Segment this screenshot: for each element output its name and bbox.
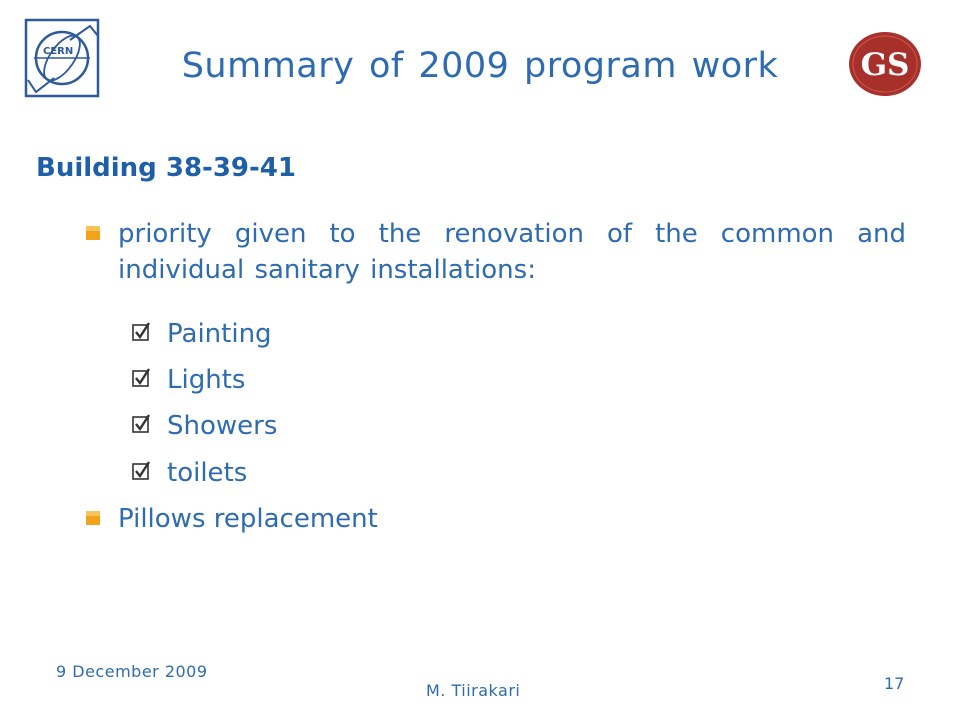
footer-date: 9 December 2009 xyxy=(56,662,208,681)
gs-logo xyxy=(846,28,924,100)
footer-author: M. Tiirakari xyxy=(426,681,521,700)
checkbox-checked-icon xyxy=(132,368,152,388)
cern-logo-text: CERN xyxy=(43,46,74,57)
checklist-item xyxy=(132,316,272,352)
checklist-label: Showers xyxy=(167,411,278,441)
checklist-label: Lights xyxy=(167,365,246,395)
section-heading: Building 38-39-41 xyxy=(36,153,296,183)
checklist-label: Painting xyxy=(167,319,272,349)
bullet-text: Pillows replacement xyxy=(118,504,378,534)
square-bullet-icon xyxy=(86,511,100,525)
checkbox-checked-icon xyxy=(132,414,152,434)
square-bullet-icon xyxy=(86,226,100,240)
checklist-label: toilets xyxy=(167,458,248,488)
bullet-item xyxy=(86,216,906,288)
checklist-item xyxy=(132,362,245,398)
slide-title: Summary of 2009 program work xyxy=(181,46,779,86)
checkbox-checked-icon xyxy=(132,461,152,481)
checklist-item xyxy=(132,455,247,491)
page-number: 17 xyxy=(884,674,905,693)
gs-logo-text: GS xyxy=(860,47,910,83)
checklist-item xyxy=(132,408,277,444)
bullet-item xyxy=(86,501,906,537)
checkbox-checked-icon xyxy=(132,322,152,342)
gs-logo-icon xyxy=(846,28,924,100)
bullet-text: priority given to the renovation of the common and individual sanitary installations: xyxy=(118,219,906,285)
